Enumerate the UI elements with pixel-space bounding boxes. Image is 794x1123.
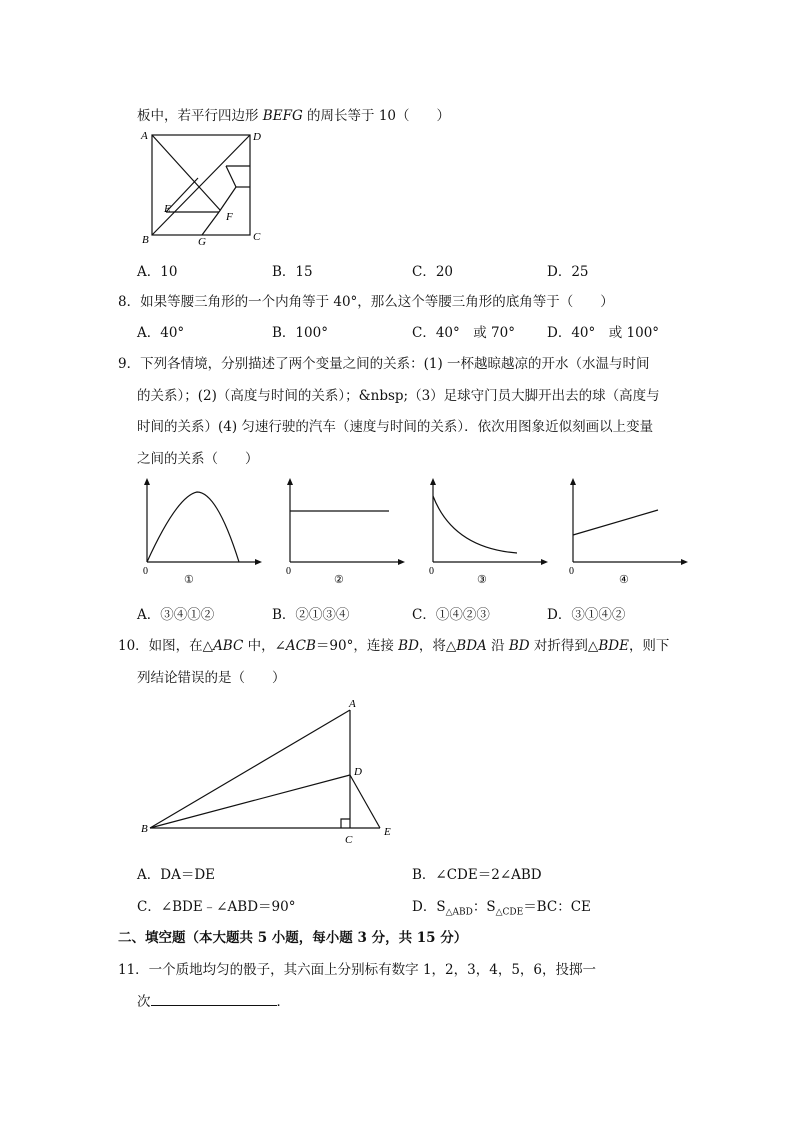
q10-l1-a: 10．如图，在△ <box>118 638 214 654</box>
q8-option-a[interactable]: A．40° <box>137 325 185 341</box>
q9-graph-3-label: ③ <box>477 574 487 586</box>
q10-l1-c: 中，∠ <box>243 638 286 654</box>
q7-label-G: G <box>198 236 206 248</box>
q9-graph-1 <box>137 478 262 588</box>
q9-line-3: 时间的关系）(4) 匀速行驶的汽车（速度与时间的关系）．依次用图象近似刻画以上变量 <box>137 419 654 435</box>
q10-l1-e: ＝90°，连接 <box>315 638 399 654</box>
q10-l1-g: ，将△ <box>418 638 457 654</box>
q9-graph-1-origin: 0 <box>143 566 148 577</box>
q8-option-d[interactable]: D．40° 或 100° <box>547 325 660 341</box>
q9-graph-1-label: ① <box>184 574 194 586</box>
q10-label-B: B <box>141 823 148 835</box>
q10-option-c[interactable]: C．∠BDE﹣∠ABD＝90° <box>137 899 296 915</box>
q8-option-b[interactable]: B．100° <box>272 325 328 341</box>
q10-optd-sub1: △ABD <box>445 907 473 918</box>
section-2-title: 二、填空题（本大题共 5 小题，每小题 3 分，共 15 分） <box>118 930 468 946</box>
q10-l1-k: 对折得到△ <box>529 638 599 654</box>
q11-answer-blank[interactable] <box>151 993 277 1006</box>
q9-graph-2-origin: 0 <box>286 566 291 577</box>
q7-tangram-figure <box>140 128 270 248</box>
q10-optd-mid: ：S <box>472 899 496 915</box>
q11-line-2-post: ． <box>276 994 290 1010</box>
q9-option-a[interactable]: A．③④①② <box>137 607 215 623</box>
q10-option-d[interactable] <box>412 895 591 918</box>
q8-text: 8．如果等腰三角形的一个内角等于 40°，那么这个等腰三角形的底角等于（ ） <box>118 294 614 310</box>
q7-label-C: C <box>253 231 261 243</box>
q10-label-D: D <box>354 766 362 778</box>
q10-line-2: 列结论错误的是（ ） <box>137 670 286 686</box>
q7-option-d[interactable]: D．25 <box>547 264 589 280</box>
q10-optd-pre: D．S <box>412 899 446 915</box>
q10-l1-j: BD <box>508 638 530 654</box>
q10-optd-post: ＝BC：CE <box>523 899 591 915</box>
q11-line-2 <box>137 990 290 1010</box>
q9-graph-4 <box>563 478 688 588</box>
q8-option-c[interactable]: C．40° 或 70° <box>412 325 515 341</box>
q10-triangle-figure <box>138 697 398 847</box>
q10-l1-i: 沿 <box>486 638 509 654</box>
q9-line-2: 的关系）；(2)（高度与时间的关系）；&nbsp;（3）足球守门员大脚开出去的球（高度与 <box>137 388 660 404</box>
q7-label-A: A <box>141 130 148 142</box>
q7-option-c[interactable]: C．20 <box>412 264 454 280</box>
q10-l1-l: BDE <box>598 638 629 654</box>
q11-line-2-pre: 次 <box>137 994 151 1010</box>
q9-graph-2-label: ② <box>334 574 344 586</box>
q10-optd-sub2: △CDE <box>495 907 524 918</box>
q7-label-B: B <box>142 234 149 246</box>
q7-text-post: 的周长等于 10（ ） <box>302 108 450 124</box>
q9-option-b[interactable]: B．②①③④ <box>272 607 350 623</box>
q10-label-A: A <box>349 698 356 710</box>
q10-l1-d: ACB <box>285 638 316 654</box>
q7-text-pre: 板中，若平行四边形 <box>137 108 263 124</box>
q9-option-d[interactable]: D．③①④② <box>547 607 626 623</box>
q9-graph-4-origin: 0 <box>569 566 574 577</box>
q10-option-a[interactable]: A．DA＝DE <box>137 867 216 883</box>
q9-graph-3-origin: 0 <box>429 566 434 577</box>
q10-l1-m: ，则下 <box>628 638 670 654</box>
q7-option-a[interactable]: A．10 <box>137 264 178 280</box>
q9-line-1: 9．下列各情境，分别描述了两个变量之间的关系：(1) 一杯越晾越凉的开水（水温与时间 <box>118 356 650 372</box>
q7-label-D: D <box>253 131 261 143</box>
q7-text-it: BEFG <box>262 108 303 124</box>
q7-option-b[interactable]: B．15 <box>272 264 313 280</box>
q10-label-E: E <box>384 826 391 838</box>
q11-line-1: 11．一个质地均匀的骰子，其六面上分别标有数字 1，2，3，4，5，6，投掷一 <box>118 962 597 978</box>
q10-line-1 <box>118 634 669 654</box>
q10-option-b[interactable]: B．∠CDE＝2∠ABD <box>412 867 542 883</box>
q10-l1-b: ABC <box>213 638 244 654</box>
q9-graph-3 <box>423 478 548 588</box>
q10-label-C: C <box>345 834 353 846</box>
q9-graph-4-label: ④ <box>619 574 629 586</box>
q9-option-c[interactable]: C．①④②③ <box>412 607 490 623</box>
q9-graph-2 <box>280 478 405 588</box>
q7-label-E: E <box>164 203 171 215</box>
q9-line-4: 之间的关系（ ） <box>137 451 259 467</box>
q7-label-F: F <box>226 211 233 223</box>
q7-text <box>137 104 450 124</box>
q10-l1-f: BD <box>398 638 419 654</box>
q10-l1-h: BDA <box>456 638 487 654</box>
